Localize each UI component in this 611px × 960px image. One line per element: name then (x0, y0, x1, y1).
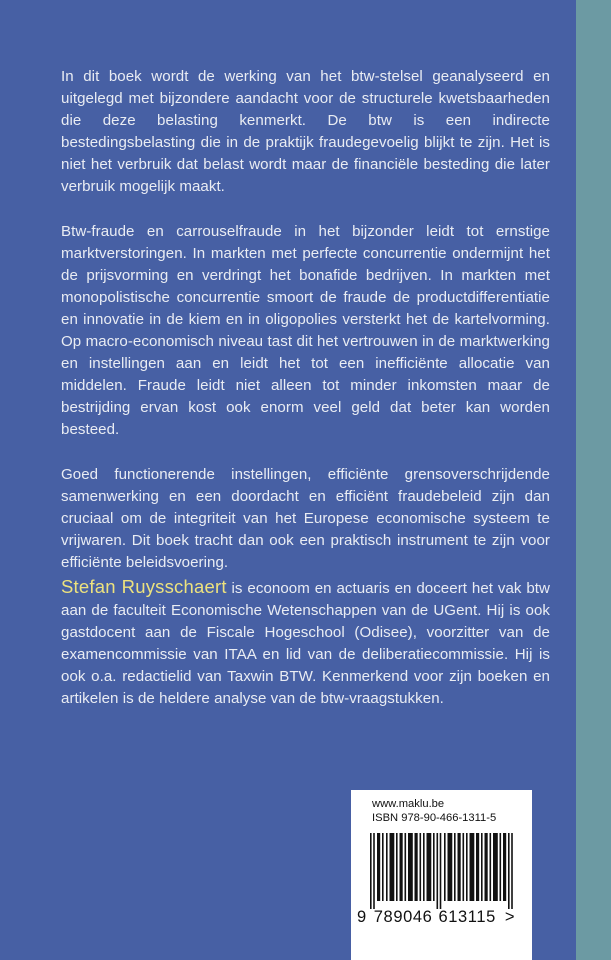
barcode-digit-right-group: 613115 (438, 908, 496, 926)
barcode-digit-lead: 9 (357, 908, 367, 926)
author-name: Stefan Ruysschaert (61, 576, 227, 597)
author-bio-paragraph (61, 576, 550, 711)
ean13-barcode (370, 833, 516, 909)
accent-strip (576, 0, 611, 960)
barcode-digits-row (357, 908, 527, 926)
blurb-paragraph-2: Btw-fraude en carrouselfraude in het bijzonder leidt tot ernstige marktverstoringen. In markten met perfecte concurrentie ondermijnt het de prijsvorming en verdringt het bonafide bedrijven. In markten met monopolistische concurrentie smoort de fraude de productdifferentiatie en innovatie in de kiem en in oligopolies versterkt het de kartelvorming. Op macro-economisch niveau tast dit het vertrouwen in de marktwerking en instellingen aan en leidt het tot een inefficiënte allocatie van middelen. Fraude leidt niet alleen tot minder inkomsten maar de bestrijding ervan kost ook enorm veel geld dat beter kan worden besteed. (61, 222, 550, 439)
barcode-quiet-zone-marker: > (504, 908, 516, 926)
blurb-paragraph-1: In dit boek wordt de werking van het btw-stelsel geanalyseerd en uitgelegd met bijzondere aandacht voor de structurele kwetsbaarheden die deze belasting kenmerkt. De btw is een indirecte bestedingsbelasting die in de praktijk fraudegevoelig blijkt te zijn. Het is niet het verbruik dat belast wordt maar de financiële besteding die later verbruik mogelijk maakt. (61, 68, 550, 196)
isbn-text-lines (372, 798, 496, 825)
isbn-barcode-box (351, 790, 532, 960)
blurb-paragraph-3: Goed functionerende instellingen, efficiënte grensoverschrijdende samenwerking en een doordacht en efficiënt fraudebeleid zijn dan cruciaal om de integriteit van het Europese economische systeem te vrijwaren. Dit boek tracht dan ook een praktisch instrument te zijn voor efficiënte beleidsvoering. (61, 465, 550, 571)
author-bio-block (61, 576, 550, 711)
publisher-website: www.maklu.be (372, 798, 445, 810)
isbn-number: ISBN 978-90-466-1311-5 (372, 811, 497, 824)
author-bio-text: is econoom en actuaris en doceert het vak btw aan de faculteit Economische Wetenschappen van de UGent. Hij is ook gastdocent aan de Fiscale Hogeschool (Odisee), voorzitter van de examencommissie van ITAA en lid van de deliberatiecommissie. Hij is ook o.a. redactielid van Taxwin BTW. Kenmerkend voor zijn boeken en artikelen is de heldere analyse van de btw-vraagstukken. (61, 580, 551, 708)
barcode-digit-left-group: 789046 (373, 908, 433, 926)
blurb-text-block (61, 66, 550, 574)
